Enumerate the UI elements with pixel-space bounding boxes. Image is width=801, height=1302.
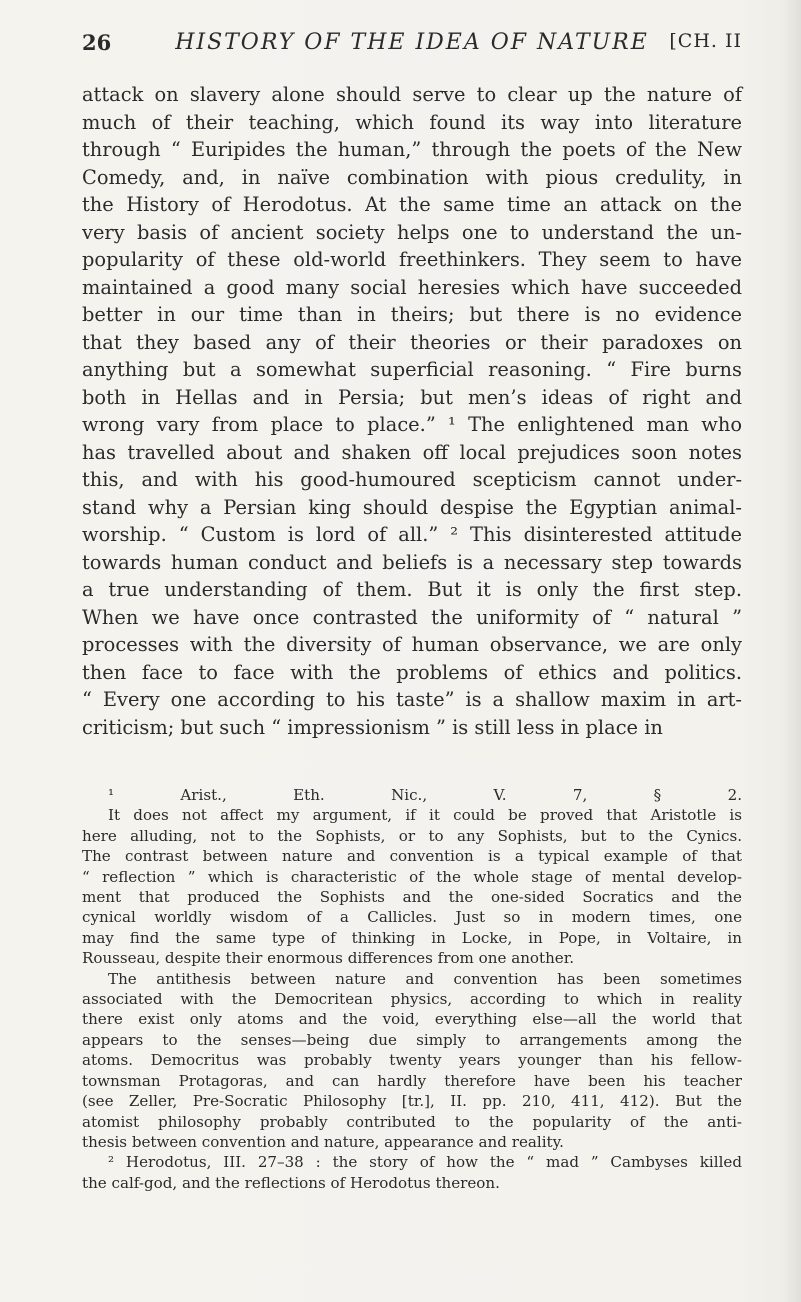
- footnote-line: ¹ Arist., Eth. Nic., V. 7, § 2.: [108, 786, 742, 804]
- footnote-line: (see Zeller, Pre-Socratic Philosophy [tr.], II. pp. 210, 411, 412). But the: [82, 1092, 742, 1111]
- body-line: better in our time than in theirs; but there is no evidence: [82, 303, 742, 326]
- body-line: attack on slavery alone should serve to clear up the nature of: [82, 83, 742, 106]
- body-line: When we have once contrasted the uniformity of “ natural ”: [82, 605, 742, 629]
- page-header: [82, 24, 742, 64]
- body-line: this, and with his good-humoured scepticism cannot under-: [82, 468, 742, 491]
- body-line: Comedy, and, in naïve combination with pious credulity, in: [82, 165, 742, 189]
- body-line: then face to face with the problems of ethics and politics.: [82, 660, 742, 684]
- body-line: very basis of ancient society helps one to understand the un-: [82, 220, 742, 244]
- footnote-line: atomist philosophy probably contributed to the popularity of the anti-: [82, 1112, 742, 1131]
- body-line: has travelled about and shaken off local prejudices soon notes: [82, 440, 742, 464]
- footnote-line: appears to the senses—being due simply to arrangements among the: [82, 1030, 742, 1049]
- body-line: much of their teaching, which found its way into literature: [82, 110, 742, 134]
- body-line: criticism; but such “ impressionism ” is still less in place in: [82, 715, 663, 739]
- footnote-line: townsman Protagoras, and can hardly therefore have been his teacher: [82, 1071, 742, 1090]
- chapter-label: [CH. II: [669, 30, 742, 52]
- body-line: maintained a good many social heresies which have succeeded: [82, 275, 742, 299]
- body-line: through “ Euripides the human,” through the poets of the New: [82, 138, 742, 161]
- page-number: 26: [82, 30, 112, 55]
- body-line: “ Every one according to his taste” is a shallow maxim in art-: [82, 688, 742, 711]
- footnote-line: atoms. Democritus was probably twenty years younger than his fellow-: [82, 1051, 742, 1070]
- footnote-line: Rousseau, despite their enormous differences from one another.: [82, 949, 575, 968]
- footnote-line: there exist only atoms and the void, everything else—all the world that: [82, 1010, 742, 1029]
- body-text: [82, 81, 742, 741]
- body-line: both in Hellas and in Persia; but men’s ideas of right and: [82, 385, 742, 409]
- page-edge-shadow: [783, 0, 801, 1302]
- body-line: popularity of these old-world freethinkers. They seem to have: [82, 248, 742, 271]
- body-line: worship. “ Custom is lord of all.” ² This disinterested attitude: [82, 523, 742, 546]
- footnote-line: ² Herodotus, III. 27–38 : the story of how the “ mad ” Cambyses killed: [108, 1153, 742, 1172]
- footnote-line: the calf-god, and the reflections of Herodotus thereon.: [82, 1173, 500, 1192]
- body-line: towards human conduct and beliefs is a necessary step towards: [82, 550, 742, 574]
- body-line: a true understanding of them. But it is only the first step.: [82, 578, 742, 601]
- body-line: that they based any of their theories or their paradoxes on: [82, 330, 742, 354]
- body-line: anything but a somewhat superficial reasoning. “ Fire burns: [82, 358, 742, 381]
- footnote-line: cynical worldly wisdom of a Callicles. Just so in modern times, one: [82, 908, 742, 927]
- footnote-line: thesis between convention and nature, appearance and reality.: [82, 1132, 564, 1151]
- body-line: processes with the diversity of human observance, we are only: [82, 633, 742, 656]
- footnote-line: It does not affect my argument, if it could be proved that Aristotle is: [108, 806, 742, 825]
- footnote-line: associated with the Democritean physics, according to which in reality: [82, 990, 742, 1009]
- footnote-line: The antithesis between nature and convention has been sometimes: [108, 969, 742, 988]
- footnote-line: may find the same type of thinking in Locke, in Pope, in Voltaire, in: [82, 928, 742, 947]
- running-title: HISTORY OF THE IDEA OF NATURE: [175, 30, 649, 55]
- body-line: stand why a Persian king should despise the Egyptian animal-: [82, 495, 742, 519]
- footnote-line: “ reflection ” which is characteristic of the whole stage of mental develop-: [82, 867, 742, 886]
- body-line: the History of Herodotus. At the same time an attack on the: [82, 193, 742, 216]
- footnotes: [82, 785, 742, 1193]
- footnote-line: here alluding, not to the Sophists, or to any Sophists, but to the Cynics.: [82, 826, 742, 845]
- footnote-line: The contrast between nature and convention is a typical example of that: [82, 847, 742, 866]
- footnote-line: ment that produced the Sophists and the one-sided Socratics and the: [82, 888, 742, 907]
- body-line: wrong vary from place to place.” ¹ The enlightened man who: [82, 413, 742, 436]
